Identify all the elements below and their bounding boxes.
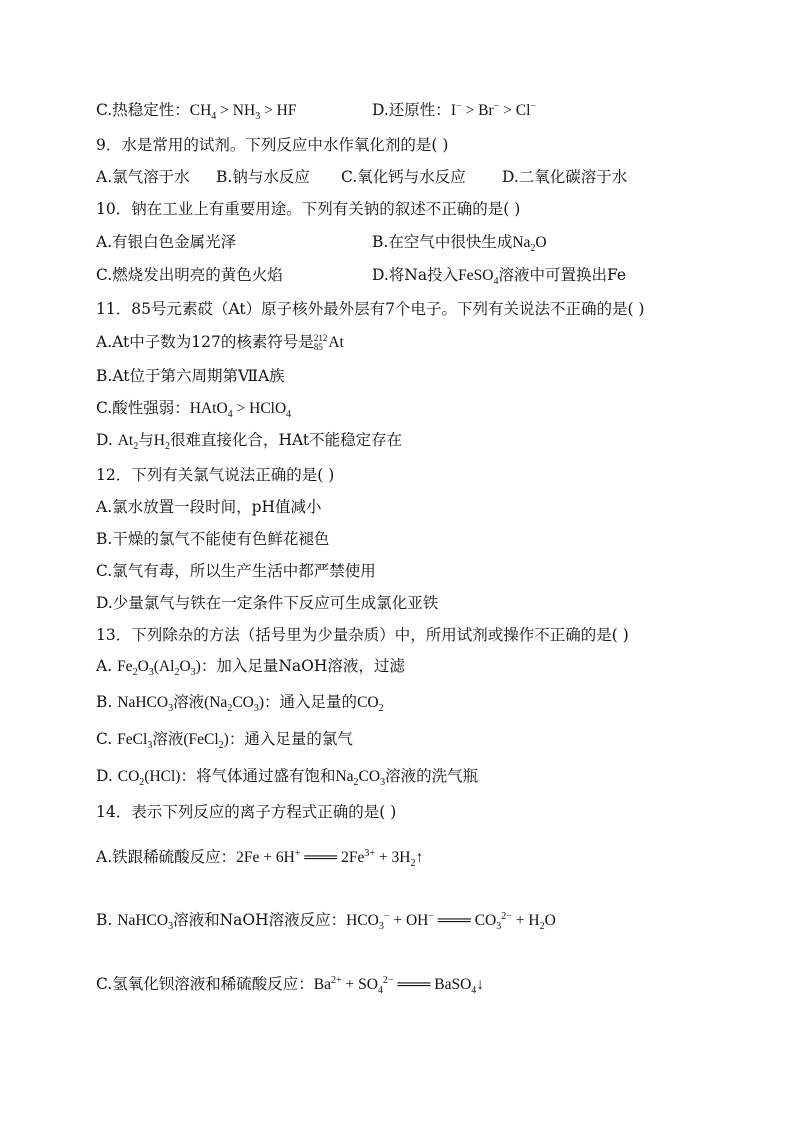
exam-line-q11b: B.At位于第六周期第ⅦA族 [96,367,285,385]
exam-line-q9o-part-3: D.二氧化碳溶于水 [502,168,628,186]
exam-line-q10cd-part-0: C.燃烧发出明亮的黄色火焰 [96,266,283,284]
exam-line-q13d: D. $CO_2(HCl)$：将气体通过盛有饱和$Na_2CO_3$溶液的洗气瓶 [96,767,479,789]
exam-line-q14b: B. NaHCO$_3$溶液和NaOH溶液反应：$HCO_3^- + OH^-$ ═══ $CO_3^{2-} + H_2O$ [96,910,556,933]
exam-line-q9: 9．水是常用的试剂。下列反应中水作氧化剂的是( ) [96,136,449,154]
exam-line-q12b: B.干燥的氯气不能使有色鲜花褪色 [96,530,330,548]
exam-line-q12c: C.氯气有毒，所以生产生活中都严禁使用 [96,562,376,580]
exam-line-q8c-part-1: D.还原性：I− > Br− > Cl− [372,100,537,119]
exam-line-q10: 10．钠在工业上有重要用途。下列有关钠的叙述不正确的是( ) [96,200,521,218]
exam-line-q11c: C.酸性强弱：HAtO$_4$ > HClO$_4$ [96,399,292,421]
exam-line-q13a: A. $Fe_2O_3(Al_2O_3)$：加入足量NaOH溶液，过滤 [96,657,405,679]
exam-line-q13b: B. NaHCO$_3$溶液$(Na_2CO_3)$：通入足量的$CO_2$ [96,693,384,715]
exam-line-q9o-part-2: C.氧化钙与水反应 [341,168,466,186]
exam-line-q11d: D. $At_2$与$H_2$很难直接化合，HAt不能稳定存在 [96,431,403,453]
exam-line-q10ab-part-1: B.在空气中很快生成$Na_2O$ [372,233,547,255]
exam-line-q13c: C. FeCl$_3$溶液(FeCl$_2$)：通入足量的氯气 [96,730,353,752]
exam-line-q14a: A.铁跟稀硫酸反应：2Fe + 6H+ ═══ $2Fe^{3+}$ + $3H_2↑$ [96,847,424,870]
exam-line-q11: 11．85号元素砹（At）原子核外最外层有7个电子。下列有关说法不正确的是( ) [96,300,645,318]
exam-line-q10cd-part-1: D.将Na投入FeSO$_4$溶液中可置换出Fe [372,266,627,288]
exam-line-q12: 12．下列有关氯气说法正确的是( ) [96,466,335,484]
exam-line-q14: 14．表示下列反应的离子方程式正确的是( ) [96,803,397,821]
exam-line-q9o-part-1: B.钠与水反应 [216,168,310,186]
exam-line-q13: 13．下列除杂的方法（括号里为少量杂质）中，所用试剂或操作不正确的是( ) [96,626,629,644]
exam-line-q12a: A.氯水放置一段时间，pH值减小 [96,498,322,516]
exam-line-q9o-part-0: A.氯气溶于水 [96,168,190,186]
exam-line-q11a: A.At中子数为127的核素符号是 212 85 At [96,333,344,353]
exam-line-q8c-part-0: C.热稳定性：$CH_4 > NH_3$ > HF [96,101,297,123]
exam-line-q12d: D.少量氯气与铁在一定条件下反应可生成氯化亚铁 [96,594,439,612]
exam-line-q10ab-part-0: A.有银白色金属光泽 [96,233,237,251]
exam-line-q14c: C.氢氧化钡溶液和稀硫酸反应：$Ba^{2+} + SO_4^{2-}$ ═══ BaSO$_4$↓ [96,974,485,997]
